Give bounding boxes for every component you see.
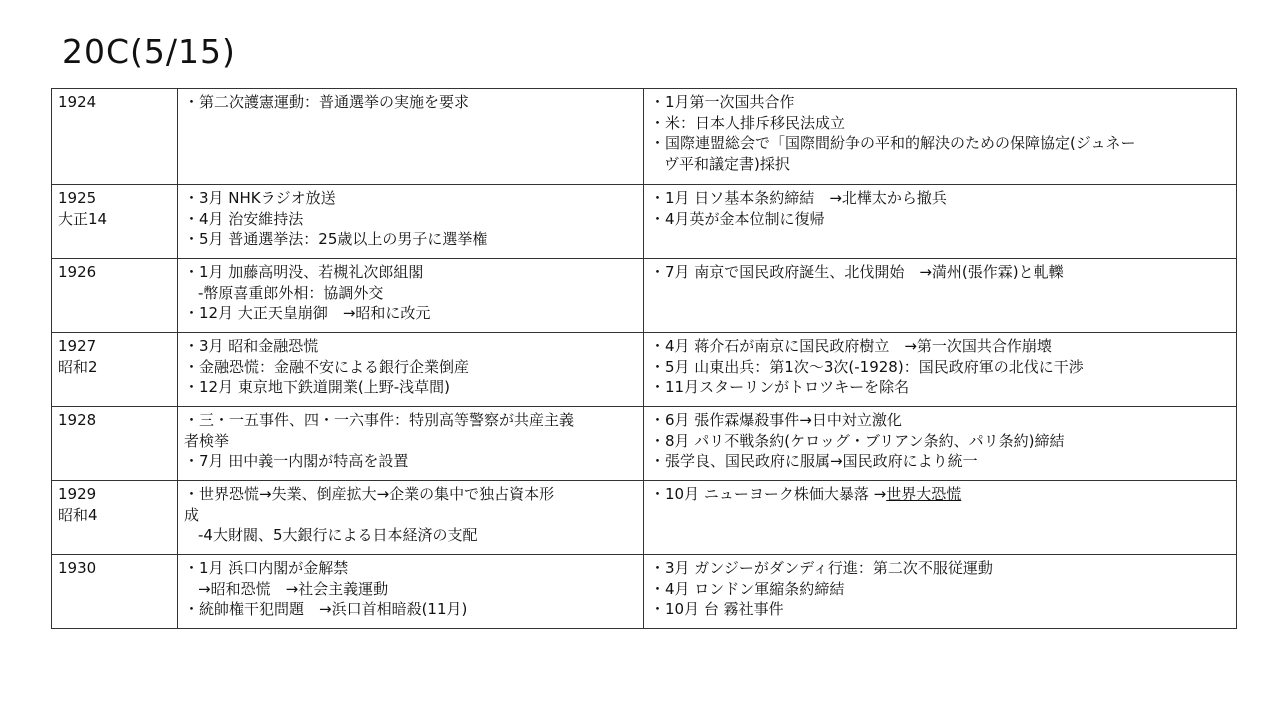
japan-cell [178,333,644,407]
page-title: 20C(5/15) [62,32,236,71]
event-item: ・6月 張作霖爆殺事件→日中対立激化 [650,411,902,429]
japan-cell [178,89,644,185]
year-label: 1930 [58,559,97,577]
event-item: ・金融恐慌：金融不安による銀行企業倒産 [184,357,470,376]
event-item: ・4月英が金本位制に復帰 [650,209,825,228]
event-item: ・1月 日ソ基本条約締結 →北樺太から撤兵 [650,189,947,207]
world-cell [644,333,1237,407]
event-item: ・3月 NHKラジオ放送 [184,189,336,207]
year-label: 1929 [58,485,97,503]
table-row [52,481,1237,555]
table-row [52,185,1237,259]
event-item: ・1月 浜口内閣が金解禁 [184,559,349,577]
event-item-continuation: 成 [184,505,200,524]
year-label: 1926 [58,263,97,281]
world-cell [644,89,1237,185]
timeline-table [51,88,1237,629]
japan-cell [178,481,644,555]
era-label: 昭和4 [58,505,98,524]
year-cell [52,555,178,629]
event-item: ・5月 山東出兵：第1次〜3次(-1928)：国民政府軍の北伐に干渉 [650,357,1084,376]
year-label: 1925 [58,189,97,207]
japan-cell [178,407,644,481]
event-item: ・1月第一次国共合作 [650,93,795,111]
event-item: ・三・一五事件、四・一六事件：特別高等警察が共産主義 [184,411,575,429]
table-row [52,407,1237,481]
event-item: ・4月 治安維持法 [184,209,304,228]
event-item-sub: -幣原喜重郎外相：協調外交 [198,283,384,302]
event-item: ・3月 ガンジーがダンディ行進：第二次不服従運動 [650,559,993,577]
event-item: ・3月 昭和金融恐慌 [184,337,319,355]
event-item: ・10月 台 霧社事件 [650,600,784,618]
event-item: ・4月 蒋介石が南京に国民政府樹立 →第一次国共合作崩壊 [650,337,1052,355]
world-cell [644,481,1237,555]
japan-cell [178,555,644,629]
event-item: ・第二次護憲運動：普通選挙の実施を要求 [184,93,470,111]
event-item: ・8月 パリ不戦条約(ケロッグ・ブリアン条約、パリ条約)締結 [650,431,1065,450]
table-row [52,89,1237,185]
year-label: 1927 [58,337,97,355]
event-item: ・7月 田中義一内閣が特高を設置 [184,452,409,470]
event-item: ・5月 普通選挙法：25歳以上の男子に選挙権 [184,230,488,248]
event-item-continuation: 者検挙 [184,431,230,450]
year-cell [52,89,178,185]
year-label: 1924 [58,93,97,111]
table-row [52,259,1237,333]
event-item: ・11月スターリンがトロツキーを除名 [650,378,910,396]
event-item-continuation: ヴ平和議定書)採択 [664,154,790,173]
world-cell [644,185,1237,259]
era-label: 昭和2 [58,357,98,376]
event-item-sub: →昭和恐慌 →社会主義運動 [198,579,389,598]
japan-cell [178,185,644,259]
era-label: 大正14 [58,209,108,228]
year-cell [52,333,178,407]
event-item: ・米：日本人排斥移民法成立 [650,113,846,132]
world-cell [644,407,1237,481]
event-item: ・国際連盟総会で「国際間紛争の平和的解決のための保障協定(ジュネー [650,134,1136,152]
year-cell [52,481,178,555]
event-item: ・7月 南京で国民政府誕生、北伐開始 →満州(張作霖)と軋轢 [650,263,1064,281]
year-cell [52,185,178,259]
event-text: ・10月 ニューヨーク株価大暴落 → [650,485,887,503]
world-cell [644,259,1237,333]
event-item [650,484,1230,505]
event-item-sub: -4大財閥、5大銀行による日本経済の支配 [198,526,478,544]
year-label: 1928 [58,411,97,429]
event-item: ・世界恐慌→失業、倒産拡大→企業の集中で独占資本形 [184,485,555,503]
year-cell [52,407,178,481]
year-cell [52,259,178,333]
japan-cell [178,259,644,333]
event-item: ・12月 大正天皇崩御 →昭和に改元 [184,304,431,322]
event-item: ・統帥権干犯問題 →浜口首相暗殺(11月) [184,600,468,618]
underlined-term: 世界大恐慌 [886,485,962,503]
table-row [52,333,1237,407]
event-item: ・12月 東京地下鉄道開業(上野-浅草間) [184,378,450,396]
event-item: ・4月 ロンドン軍縮条約締結 [650,579,845,598]
world-cell [644,555,1237,629]
event-item: ・1月 加藤高明没、若槻礼次郎組閣 [184,263,424,281]
event-item: ・張学良、国民政府に服属→国民政府により統一 [650,452,978,470]
table-row [52,555,1237,629]
